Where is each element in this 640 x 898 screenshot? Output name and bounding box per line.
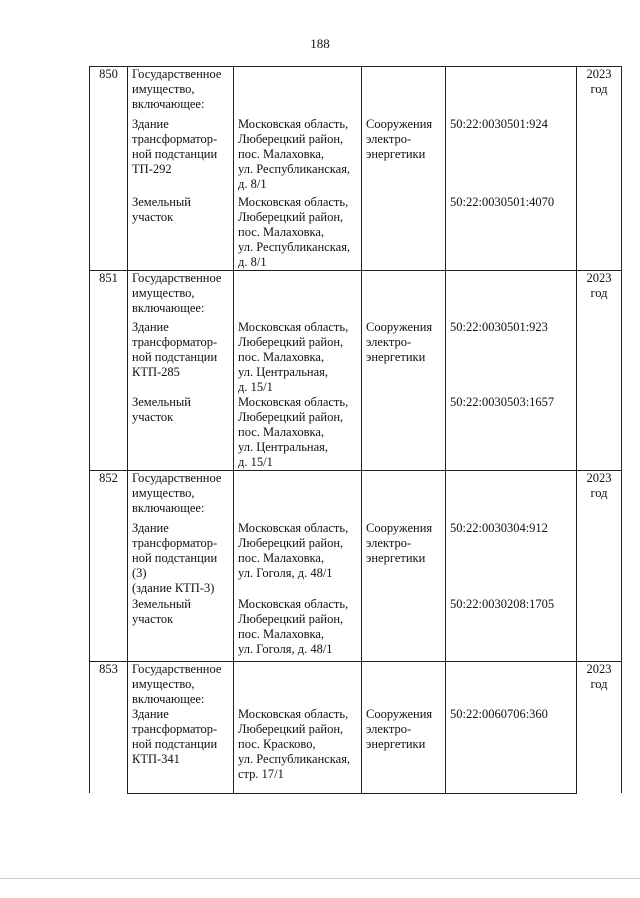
page-number: 188 (310, 36, 330, 51)
purpose-cell (362, 471, 446, 521)
table-row-item (90, 195, 622, 271)
address-cell (234, 707, 362, 793)
item-cadastral: 50:22:0030208:1705 (450, 596, 555, 611)
table-row-item (90, 521, 622, 597)
item-purpose: Сооружения электро- энергетики (366, 116, 433, 161)
cadastral-cell (446, 395, 577, 471)
item-name-cell (128, 597, 234, 662)
table-row-item (90, 320, 622, 395)
item-address: Московская область, Люберецкий район, пос. Малаховка, ул. Гоголя, д. 48/1 (238, 596, 349, 656)
item-name: Земельный участок (132, 596, 191, 626)
item-cadastral: 50:22:0030503:1657 (450, 395, 555, 409)
table-row-852 (90, 471, 622, 521)
address-cell (234, 597, 362, 662)
purpose-cell (362, 395, 446, 471)
item-name: Здание трансформатор- ной подстанции ТП-292 (132, 116, 218, 176)
purpose-cell (362, 195, 446, 271)
purpose-cell (362, 270, 446, 320)
purpose-cell (362, 707, 446, 793)
year-text: 2023 год (586, 270, 612, 300)
item-name: Земельный участок (132, 194, 191, 224)
item-name-cell (128, 395, 234, 471)
address-cell (234, 395, 362, 471)
row-number: 852 (90, 471, 128, 662)
item-address: Московская область, Люберецкий район, пос. Малаховка, ул. Республиканская, д. 8/1 (238, 194, 351, 269)
group-header-cell (128, 662, 234, 708)
address-cell (234, 662, 362, 708)
cadastral-cell (446, 270, 577, 320)
cadastral-cell (446, 521, 577, 597)
group-header-cell (128, 67, 234, 117)
table-row-item (90, 707, 622, 793)
item-name-cell (128, 521, 234, 597)
table-row-item (90, 117, 622, 195)
item-name: Здание трансформатор- ной подстанции (3) (здание КТП-3) (132, 520, 218, 595)
year-cell (577, 67, 622, 271)
cadastral-cell (446, 320, 577, 395)
group-header: Государственное имущество, включающее: (132, 662, 222, 706)
purpose-cell (362, 117, 446, 195)
address-cell (234, 471, 362, 521)
table-row-850 (90, 67, 622, 117)
item-cadastral: 50:22:0030501:923 (450, 320, 548, 334)
cadastral-cell (446, 195, 577, 271)
year-text: 2023 год (586, 471, 612, 500)
address-cell (234, 195, 362, 271)
address-cell (234, 117, 362, 195)
purpose-cell (362, 320, 446, 395)
group-header: Государственное имущество, включающее: (132, 67, 222, 111)
row-number: 853 (90, 662, 128, 794)
item-cadastral: 50:22:0030501:924 (450, 116, 548, 131)
address-cell (234, 67, 362, 117)
purpose-cell (362, 67, 446, 117)
address-cell (234, 521, 362, 597)
item-name-cell (128, 195, 234, 271)
item-cadastral: 50:22:0060706:360 (450, 707, 548, 721)
cadastral-cell (446, 707, 577, 793)
table-row-851 (90, 270, 622, 320)
cadastral-cell (446, 67, 577, 117)
group-header: Государственное имущество, включающее: (132, 270, 222, 315)
purpose-cell (362, 597, 446, 662)
item-address: Московская область, Люберецкий район, пос. Малаховка, ул. Гоголя, д. 48/1 (238, 520, 349, 580)
year-text: 2023 год (586, 662, 612, 691)
item-address: Московская область, Люберецкий район, пос. Малаховка, ул. Центральная, д. 15/1 (238, 395, 349, 469)
item-cadastral: 50:22:0030501:4070 (450, 194, 555, 209)
scan-edge-line (0, 878, 640, 879)
purpose-cell (362, 662, 446, 708)
item-purpose: Сооружения электро- энергетики (366, 707, 433, 751)
item-name-cell (128, 320, 234, 395)
year-text: 2023 год (586, 67, 612, 96)
row-number: 850 (90, 67, 128, 271)
item-address: Московская область, Люберецкий район, пос. Красково, ул. Республиканская, стр. 17/1 (238, 707, 351, 781)
group-header: Государственное имущество, включающее: (132, 471, 222, 515)
item-address: Московская область, Люберецкий район, пос. Малаховка, ул. Центральная, д. 15/1 (238, 320, 349, 394)
year-cell (577, 662, 622, 794)
item-name: Здание трансформатор- ной подстанции КТП-285 (132, 320, 218, 379)
item-purpose: Сооружения электро- энергетики (366, 520, 433, 565)
row-number: 851 (90, 270, 128, 471)
table-row-item (90, 597, 622, 662)
cadastral-cell (446, 117, 577, 195)
item-name: Здание трансформатор- ной подстанции КТП-341 (132, 707, 218, 766)
cadastral-cell (446, 471, 577, 521)
property-registry-table (89, 66, 622, 794)
table-row-item (90, 395, 622, 471)
cadastral-cell (446, 597, 577, 662)
group-header-cell (128, 270, 234, 320)
group-header-cell (128, 471, 234, 521)
address-cell (234, 270, 362, 320)
purpose-cell (362, 521, 446, 597)
item-address: Московская область, Люберецкий район, пос. Малаховка, ул. Республиканская, д. 8/1 (238, 116, 351, 191)
item-name-cell (128, 707, 234, 793)
item-name-cell (128, 117, 234, 195)
year-cell (577, 270, 622, 471)
year-cell (577, 471, 622, 662)
table-row-853 (90, 662, 622, 708)
item-cadastral: 50:22:0030304:912 (450, 520, 548, 535)
item-name: Земельный участок (132, 395, 191, 424)
cadastral-cell (446, 662, 577, 708)
address-cell (234, 320, 362, 395)
item-purpose: Сооружения электро- энергетики (366, 320, 433, 364)
